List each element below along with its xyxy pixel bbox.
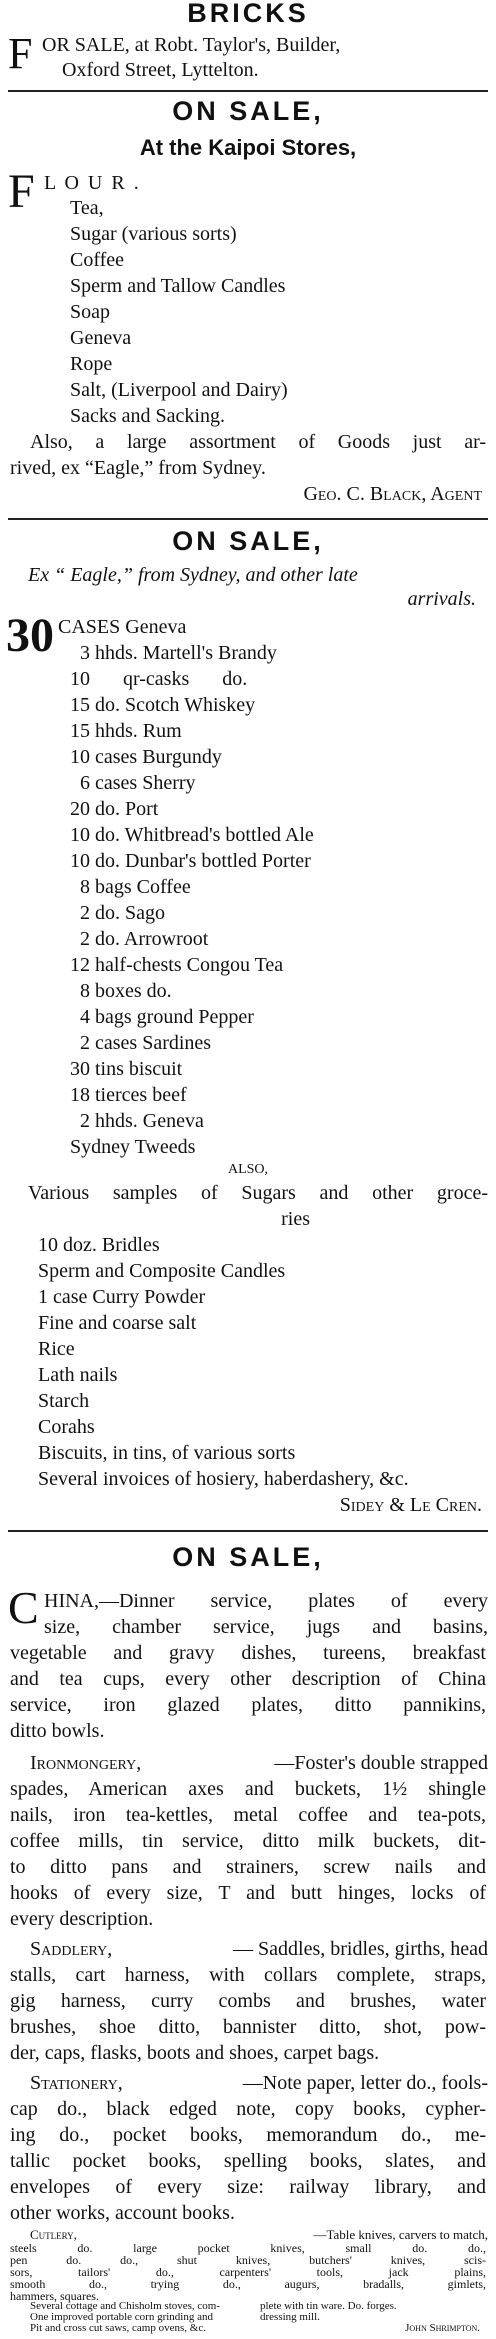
- saddlery-label: Saddlery,: [30, 1938, 113, 1960]
- saddlery-line: gig harness, curry combs and brushes, water: [10, 1990, 486, 2012]
- saddlery-line: stalls, cart harness, with collars complete, straps,: [10, 1964, 486, 1986]
- sidey-signature: Sidey & Le Cren.: [339, 1494, 482, 1516]
- sidey-also-line: Several invoices of hosiery, haberdashery, &c.: [38, 1468, 409, 1490]
- stationery-first-line: [30, 2070, 488, 2096]
- stationery-line: ing do., pocket books, memorandum do., me-: [10, 2124, 486, 2146]
- sidey-intro-1: Ex “ Eagle,” from Sydney, and other late: [28, 564, 358, 586]
- sidey-item: 8 boxes do.: [80, 980, 172, 1002]
- ironmongery-line: spades, American axes and buckets, 1½ shingle: [10, 1778, 486, 1800]
- stoves-line-2: plete with tin ware. Do. forges.: [260, 2300, 397, 2312]
- sidey-item: 2 hhds. Geneva: [80, 1110, 204, 1132]
- sidey-item: 2 cases Sardines: [80, 1032, 212, 1054]
- sidey-item: 10 qr-casks do.: [70, 668, 248, 690]
- divider-rule: [8, 1530, 488, 1532]
- sidey-also-line: Starch: [38, 1390, 90, 1412]
- bricks-line-1: OR SALE, at Robt. Taylor's, Builder,: [42, 34, 341, 56]
- sidey-item: 10 do. Whitbread's bottled Ale: [70, 824, 314, 846]
- divider-rule: [8, 90, 488, 92]
- saddlery-first-text: — Saddles, bridles, girths, head: [233, 1938, 488, 1960]
- kaipoi-signature: Geo. C. Black, Agent: [303, 483, 482, 505]
- kaipoi-item: Geneva: [70, 327, 132, 349]
- sidey-item: 18 tierces beef: [70, 1084, 187, 1106]
- stationery-line: envelopes of every size: railway library, and: [10, 2176, 486, 2198]
- ironmongery-first-text: —Foster's double strapped: [274, 1752, 488, 1774]
- kaipoi-note-1: Also, a large assortment of Goods just ar-: [30, 431, 486, 453]
- sidey-also-line: Sperm and Composite Candles: [38, 1260, 286, 1282]
- shrimpton-heading: ON SALE,: [172, 1542, 324, 1572]
- ironmongery-line: every description.: [10, 1908, 154, 1930]
- bricks-heading: BRICKS: [187, 0, 309, 28]
- ironmongery-first-line: [30, 1750, 488, 1776]
- bricks-line-2: Oxford Street, Lyttelton.: [62, 59, 259, 81]
- sidey-also-line: Rice: [38, 1338, 75, 1360]
- sidey-item: 20 do. Port: [70, 798, 159, 820]
- cutlery-line: hammers, squares.: [10, 2289, 99, 2303]
- stationery-line: cap do., black edged note, copy books, cypher-: [10, 2098, 486, 2120]
- stationery-first-text: —Note paper, letter do., fools-: [242, 2072, 488, 2094]
- sidey-big-number: 30: [6, 609, 54, 662]
- sidey-also-line: Fine and coarse salt: [38, 1312, 197, 1334]
- cutlery-line: pen do. do., shut knives, butchers' knives, scis-: [10, 2253, 486, 2267]
- sidey-item: Sydney Tweeds: [70, 1136, 196, 1158]
- shrimpton-signature: John Shrimpton.: [405, 2322, 480, 2334]
- sidey-also-line: 1 case Curry Powder: [38, 1286, 206, 1308]
- kaipoi-first-item: L O U R .: [44, 172, 141, 194]
- china-first-line: HINA,—Dinner service, plates of every: [44, 1590, 488, 1612]
- saddlery-line: der, caps, flasks, boots and shoes, carpet bags.: [10, 2042, 380, 2064]
- kaipoi-item: Sugar (various sorts): [70, 223, 237, 245]
- sidey-heading: ON SALE,: [172, 526, 324, 556]
- china-line: vegetable and gravy dishes, tureens, breakfast: [10, 1642, 486, 1664]
- kaipoi-initial: F: [8, 165, 35, 218]
- sidey-first-item: CASES Geneva: [58, 616, 187, 638]
- china-line: and tea cups, every other description of China: [10, 1668, 486, 1690]
- ironmongery-line: coffee mills, tin service, ditto milk buckets, dit-: [10, 1830, 486, 1852]
- sidey-intro-2: arrivals.: [407, 588, 476, 610]
- kaipoi-heading: ON SALE,: [172, 96, 324, 126]
- kaipoi-item: Rope: [70, 353, 113, 375]
- ironmongery-line: hooks of every size, T and butt hinges, locks of: [10, 1882, 486, 1904]
- sidey-item: 15 do. Scotch Whiskey: [70, 694, 256, 716]
- kaipoi-subheading: At the Kaipoi Stores,: [139, 135, 357, 160]
- sidey-item: 10 do. Dunbar's bottled Porter: [70, 850, 311, 872]
- saws-line: Pit and cross cut saws, camp ovens, &c.: [30, 2322, 206, 2334]
- kaipoi-item: Tea,: [70, 197, 104, 219]
- saddlery-first-line: [30, 1936, 488, 1962]
- cutlery-line: steels do. large pocket knives, small do. do.,: [10, 2241, 486, 2255]
- china-line: size, chamber service, jugs and basins,: [44, 1616, 488, 1638]
- sidey-also-line: 10 doz. Bridles: [38, 1234, 160, 1256]
- sidey-also-line: Biscuits, in tins, of various sorts: [38, 1442, 296, 1464]
- sidey-item: 8 bags Coffee: [80, 876, 191, 898]
- sidey-item: 2 do. Arrowroot: [80, 928, 209, 950]
- sidey-item: 2 do. Sago: [80, 902, 165, 924]
- sidey-also-line: ries: [281, 1208, 310, 1230]
- kaipoi-item: Sacks and Sacking.: [70, 405, 225, 427]
- sidey-also-line: Various samples of Sugars and other groce-: [28, 1182, 488, 1204]
- sidey-item: 6 cases Sherry: [80, 772, 196, 794]
- ironmongery-line: to ditto pans and strainers, screw nails and: [10, 1856, 486, 1878]
- sidey-item: 10 cases Burgundy: [70, 746, 222, 768]
- sidey-item: 12 half-chests Congou Tea: [70, 954, 284, 976]
- ironmongery-label: Ironmongery,: [30, 1752, 142, 1774]
- cutlery-first-line: [30, 2228, 488, 2242]
- stationery-label: Stationery,: [30, 2072, 123, 2094]
- stoves-line-1: Several cottage and Chisholm stoves, com-: [30, 2300, 221, 2312]
- kaipoi-item: Coffee: [70, 249, 125, 271]
- cutlery-line: smooth do., trying do., augurs, bradalls, gimlets,: [10, 2277, 486, 2291]
- kaipoi-item: Sperm and Tallow Candles: [70, 275, 286, 297]
- divider-rule: [8, 518, 488, 520]
- sidey-also: ALSO,: [227, 1162, 269, 1177]
- china-initial: C: [8, 1582, 39, 1633]
- china-line: service, iron glazed plates, ditto pannikins,: [10, 1694, 486, 1716]
- kaipoi-item: Salt, (Liverpool and Dairy): [70, 379, 288, 401]
- bricks-initial: F: [8, 29, 33, 78]
- ironmongery-line: nails, iron tea-kettles, metal coffee and tea-pots,: [10, 1804, 486, 1826]
- cutlery-first-text: —Table knives, carvers to match,: [313, 2227, 488, 2242]
- sidey-item: 15 hhds. Rum: [70, 720, 182, 742]
- stationery-line: tallic pocket books, spelling books, slates, and: [10, 2150, 486, 2172]
- saddlery-line: brushes, shoe ditto, bannister ditto, shot, pow-: [10, 2016, 486, 2038]
- mill-line-1: One improved portable corn grinding and: [30, 2311, 213, 2323]
- sidey-item: 30 tins biscuit: [70, 1058, 183, 1080]
- cutlery-label: Cutlery,: [30, 2227, 77, 2242]
- kaipoi-note-2: rived, ex “Eagle,” from Sydney.: [10, 457, 266, 479]
- mill-line-2: dressing mill.: [260, 2311, 320, 2323]
- cutlery-line: sors, tailors' do., carpenters' tools, jack plains,: [10, 2265, 486, 2279]
- sidey-item: 4 bags ground Pepper: [80, 1006, 254, 1028]
- sidey-also-line: Corahs: [38, 1416, 95, 1438]
- sidey-item: 3 hhds. Martell's Brandy: [80, 642, 277, 664]
- stationery-line: other works, account books.: [10, 2202, 235, 2224]
- kaipoi-item: Soap: [70, 301, 110, 323]
- china-line: ditto bowls.: [10, 1720, 105, 1742]
- sidey-also-line: Lath nails: [38, 1364, 118, 1386]
